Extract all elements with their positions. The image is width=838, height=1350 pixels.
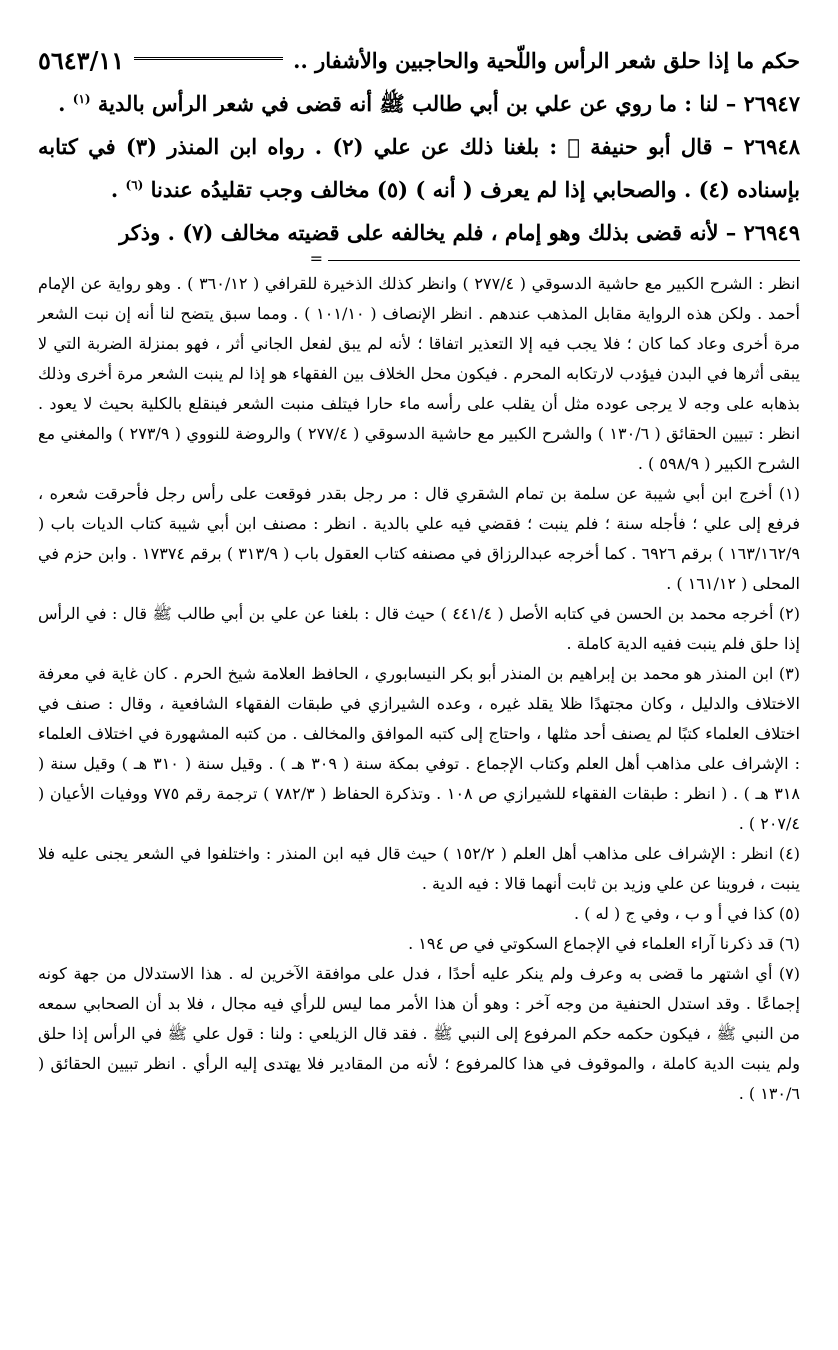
footnote-7: (٧) أي اشتهر ما قضى به وعرف ولم ينكر عليه أحدًا ، فدل على موافقة الآخرين له . هذا الاستدلال من جهة كونه إجماعًا . وقد استدل الحنفية من وجه آخر : وهو أن هذا الأمر مما ليس للرأي فيه مجال ، فلا بد أن الصحابي سمعه من النبي ﷺ ، فيكون حكمه حكم المرفوع إلى النبي ﷺ . فقد قال الزيلعي : ولنا : قول علي ﷺ في الرأس إذا حلق ولم ينبت الدية كاملة ، والموقوف في هذا كالمرفوع ؛ لأنه من المقادير فلا يهتدى إليه الرأي . انظر تبيين الحقائق ( ١٣٠/٦ ) . bbox=[38, 964, 800, 1103]
paragraph-number: ٢٦٩٤٨ bbox=[743, 134, 801, 159]
footnote-4: (٤) انظر : الإشراف على مذاهب أهل العلم ( ١٥٢/٢ ) حيث قال فيه ابن المنذر : واختلفوا في الشعر يجنى عليه فلا ينبت ، فروينا عن علي وزيد بن ثابت أنهما قالا : فيه الدية . bbox=[38, 844, 800, 893]
footnote-divider bbox=[309, 249, 800, 268]
header-title: حكم ما إذا حلق شعر الرأس واللّحية والحاجبين والأشفار .. bbox=[293, 47, 800, 73]
footnote-ref: (١) bbox=[72, 92, 91, 106]
header-rule bbox=[134, 57, 283, 63]
footnotes bbox=[38, 269, 800, 1109]
paragraph-number: ٢٦٩٤٧ bbox=[743, 91, 800, 116]
paragraph-text: – لنا : ما روي عن علي بن أبي طالب ﷺ أنه قضى في شعر الرأس بالدية bbox=[97, 91, 737, 116]
footnote-6: (٦) قد ذكرنا آراء العلماء في الإجماع السكوتي في ص ١٩٤ . bbox=[408, 934, 800, 953]
page-number: ٥٦٤٣/١١ bbox=[38, 45, 125, 75]
footnote-5: (٥) كذا في أ و ب ، وفي ج ( له ) . bbox=[573, 904, 800, 923]
footnote-continued: انظر : الشرح الكبير مع حاشية الدسوقي ( ٢٧٧/٤ ) وانظر كذلك الذخيرة للقرافي ( ٣٦٠/١٢ ) . وهو رواية عن الإمام أحمد . ولكن هذه الرواية مقابل المذهب عندهم . انظر الإنصاف ( ١٠١/١٠ ) . ومما سبق يتضح لنا أنه إن نبت الشعر مرة أخرى وعاد كما كان ؛ فلا يجب فيه إلا التعذير اتفاقا ؛ لأنه لم يبق لفعل الجاني أثر ، فهو بمنزلة الضربة التي لا يبقى أثرها في البدن فيؤدب لارتكابه المحرم . فيكون محل الخلاف بين الفقهاء هو إذا لم ينبت الشعر مرة أخرى وذلك بذهابه على وجه لا يرجى عوده مثل أن يقلب على رأسه ماء حارا فيتلف منبت الشعر فينقلع بالكلية بحيث لا يعود . انظر : تبيين الحقائق ( ١٣٠/٦ ) والشرح الكبير مع حاشية الدسوقي ( ٢٧٧/٤ ) والروضة للنووي ( ٢٧٣/٩ ) والمغني مع الشرح الكبير ( ٥٩٨/٩ ) . bbox=[38, 274, 801, 473]
document-page bbox=[38, 40, 800, 1350]
footnote-1: (١) أخرج ابن أبي شيبة عن سلمة بن تمام الشقري قال : مر رجل بقدر فوقعت على رأس رجل فأحرقت شعره ، فرفع إلى علي ؛ فأجله سنة ؛ فلم ينبت ؛ فقضي فيه علي بالدية . انظر : مصنف ابن أبي شيبة كتاب الديات باب ( ١٦٣/١٦٢/٩ ) برقم ٦٩٢٦ . كما أخرجه عبدالرزاق في مصنفه كتاب العقول باب ( ٣١٣/٩ ) برقم ١٧٣٧٤ . وابن حزم في المحلى ( ١٦١/١٢ ) . bbox=[38, 484, 801, 593]
paragraph-number: ٢٦٩٤٩ bbox=[743, 220, 800, 245]
continuation-mark: = bbox=[309, 249, 323, 268]
footnote-2: (٢) أخرجه محمد بن الحسن في كتابه الأصل ( ٤٤١/٤ ) حيث قال : بلغنا عن علي بن أبي طالب ﷺ قال : في الرأس إذا حلق فلم ينبت ففيه الدية كاملة . bbox=[38, 604, 800, 653]
paragraph-tail: . bbox=[58, 91, 66, 116]
paragraph-tail: . bbox=[110, 177, 119, 202]
paragraph-26948 bbox=[38, 125, 800, 211]
running-header bbox=[38, 40, 800, 80]
paragraph-text: – قال أبو حنيفة ﷬ : بلغنا ذلك عن علي (٢) . رواه ابن المنذر (٣) في كتابه بإسناده (٤) . والصحابي إذا لم يعرف ( أنه ) (٥) مخالف وجب تقليدُه عندنا bbox=[38, 134, 800, 202]
paragraph-26949 bbox=[38, 211, 800, 254]
footnote-ref: (٦) bbox=[125, 178, 144, 192]
footnote-3: (٣) ابن المنذر هو محمد بن إبراهيم بن المنذر أبو بكر النيسابوري ، الحافظ العلامة شيخ الحرم . كان غاية في معرفة الاختلاف والدليل ، وكان مجتهدًا ظلا يقلد غيره ، وعده الشيرازي في طبقات الفقهاء الشافعية ، وقال : صنف في اختلاف العلماء كتبًا لم يصنف أحد مثلها ، واحتاج إلى كتبه الموافق والمخالف . من كتبه المشهورة في اختلاف العلماء : الإشراف على مذاهب أهل العلم وكتاب الإجماع . توفي بمكة سنة ( ٣٠٩ هـ ) . وقيل سنة ( ٣١٠ هـ ) وقيل سنة ( ٣١٨ هـ ) . ( انظر : طبقات الفقهاء للشيرازي ص ١٠٨ . وتذكرة الحفاظ ( ٧٨٢/٣ ) ترجمة رقم ٧٧٥ ووفيات الأعيان ( ٢٠٧/٤ ) . bbox=[38, 664, 801, 833]
main-text bbox=[38, 82, 800, 254]
paragraph-text: – لأنه قضى بذلك وهو إمام ، فلم يخالفه على قضيته مخالف (٧) . وذكر bbox=[119, 220, 737, 245]
paragraph-26947 bbox=[38, 82, 800, 125]
